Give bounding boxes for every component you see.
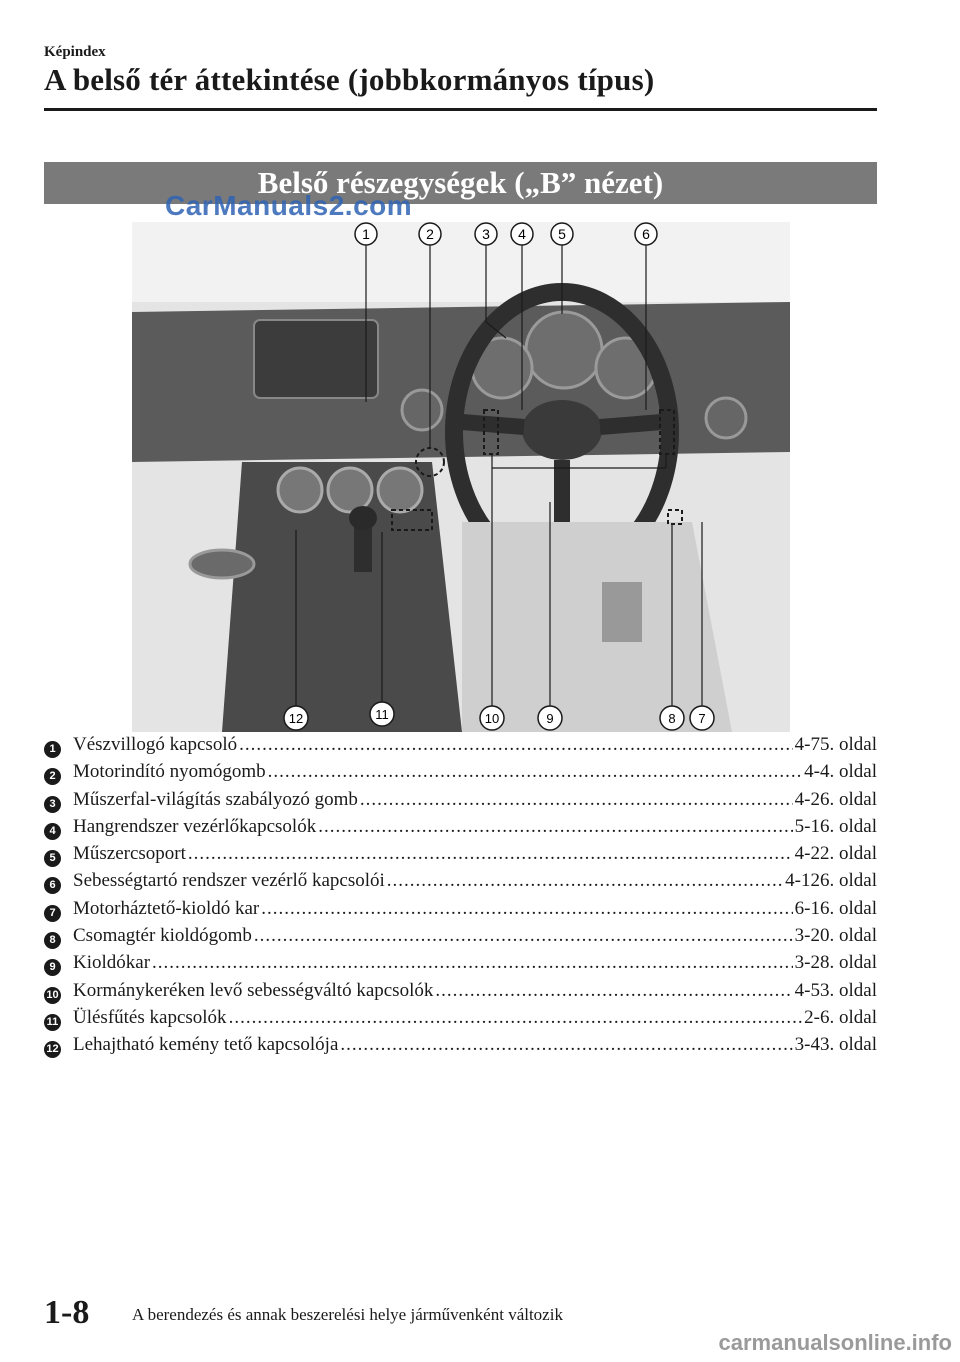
page-title: A belső tér áttekintése (jobbkormányos típus): [44, 62, 655, 97]
callout-3-label: 3: [482, 226, 490, 242]
leader-dots: [268, 761, 803, 783]
legend-item-label: Kormánykeréken levő sebességváltó kapcsolók: [73, 979, 434, 1001]
legend-page-ref[interactable]: 4-75. oldal: [794, 734, 877, 755]
leader-dots: [254, 925, 793, 947]
legend-item-label: Sebességtartó rendszer vezérlő kapcsolói: [73, 870, 385, 892]
legend-page-ref[interactable]: 4-126. oldal: [785, 870, 877, 892]
gear-knob: [349, 506, 377, 530]
footer-note: A berendezés és annak beszerelési helye járművenként változik: [132, 1305, 563, 1324]
pedal: [602, 582, 642, 642]
legend-item-label: Műszercsoport: [73, 843, 186, 865]
legend-item: [44, 925, 877, 952]
leader-dots: [152, 952, 793, 974]
leader-dots: [387, 870, 783, 892]
legend-page-ref[interactable]: 4-26. oldal: [794, 788, 877, 810]
legend-page-ref[interactable]: 3-28. oldal: [794, 952, 877, 974]
legend-number-badge: 6: [44, 877, 61, 894]
section-label: Képindex: [44, 44, 106, 60]
legend-number-badge: 10: [44, 987, 61, 1004]
steering-wheel-hub: [522, 400, 602, 460]
air-vent-left: [402, 390, 442, 430]
leader-dots: [435, 980, 792, 1002]
climate-knob-right: [378, 468, 422, 512]
legend-page-ref[interactable]: 5-16. oldal: [794, 815, 877, 837]
legend-item: [44, 1007, 877, 1034]
component-legend: [44, 734, 877, 1062]
legend-number-badge: 12: [44, 1041, 61, 1058]
legend-number-badge: 7: [44, 905, 61, 922]
legend-page-ref[interactable]: 4-4. oldal: [804, 761, 877, 783]
callout-11-label: 11: [375, 707, 389, 722]
view-banner: Belső részegységek („B” nézet): [44, 162, 877, 204]
legend-number-badge: 2: [44, 768, 61, 785]
legend-item-label: Motorháztető-kioldó kar: [73, 897, 260, 919]
legend-page-ref[interactable]: 3-43. oldal: [794, 1034, 877, 1056]
legend-item: [44, 980, 877, 1007]
legend-page-ref[interactable]: 2-6. oldal: [804, 1006, 877, 1028]
leader-dots: [229, 1007, 803, 1029]
callout-12-label: 12: [288, 711, 304, 726]
legend-item-label: Ülésfűtés kapcsolók: [73, 1006, 227, 1028]
legend-item-label: Kioldókar: [73, 952, 151, 974]
leader-dots: [239, 734, 793, 756]
page-number: 1-8: [44, 1294, 90, 1331]
legend-number-badge: 1: [44, 741, 61, 758]
callout-2-label: 2: [426, 226, 434, 242]
callout-6-label: 6: [642, 226, 650, 242]
leader-dots: [261, 898, 792, 920]
watermark-logo: CarManuals2.com: [165, 190, 413, 221]
legend-item: [44, 761, 877, 788]
legend-item-label: Hangrendszer vezérlőkapcsolók: [73, 815, 317, 837]
windshield-area: [132, 222, 790, 302]
legend-item: [44, 870, 877, 897]
leader-dots: [340, 1034, 792, 1056]
cup-holder: [190, 550, 254, 578]
callout-7-label: 7: [698, 711, 706, 726]
legend-item: [44, 898, 877, 925]
air-vent-right: [706, 398, 746, 438]
legend-number-badge: 5: [44, 850, 61, 867]
footer-site-watermark: carmanualsonline.info: [718, 1330, 952, 1355]
legend-item-label: Motorindító nyomógomb: [73, 761, 266, 783]
leader-dots: [360, 789, 793, 811]
callout-4-label: 4: [518, 226, 526, 242]
leader-dots: [188, 843, 793, 865]
legend-item: [44, 843, 877, 870]
driver-footwell: [462, 522, 732, 732]
legend-item: [44, 952, 877, 979]
legend-item-label: Vészvillogó kapcsoló: [73, 734, 238, 755]
legend-number-badge: 3: [44, 796, 61, 813]
legend-number-badge: 8: [44, 932, 61, 949]
legend-page-ref[interactable]: 4-53. oldal: [794, 979, 877, 1001]
legend-page-ref[interactable]: 4-22. oldal: [794, 843, 877, 865]
legend-page-ref[interactable]: 3-20. oldal: [794, 925, 877, 947]
instrument-cluster: [526, 312, 602, 388]
title-divider: [44, 108, 877, 111]
legend-number-badge: 4: [44, 823, 61, 840]
callout-9-label: 9: [546, 711, 554, 726]
interior-illustration: [132, 222, 790, 732]
callout-8-label: 8: [668, 711, 676, 726]
legend-item: [44, 734, 877, 761]
legend-item: [44, 816, 877, 843]
climate-knob-middle: [328, 468, 372, 512]
callout-1-label: 1: [362, 226, 370, 242]
legend-item-label: Műszerfal-világítás szabályozó gomb: [73, 788, 358, 810]
legend-item: [44, 789, 877, 816]
callout-10-label: 10: [484, 711, 500, 726]
legend-item-label: Csomagtér kioldógomb: [73, 925, 252, 947]
center-display: [254, 320, 378, 398]
leader-dots: [318, 816, 792, 838]
callout-5-label: 5: [558, 226, 566, 242]
legend-item-label: Lehajtható kemény tető kapcsolója: [73, 1034, 339, 1056]
legend-item: [44, 1034, 877, 1061]
legend-page-ref[interactable]: 6-16. oldal: [794, 897, 877, 919]
climate-knob-left: [278, 468, 322, 512]
legend-number-badge: 11: [44, 1014, 61, 1031]
legend-number-badge: 9: [44, 959, 61, 976]
